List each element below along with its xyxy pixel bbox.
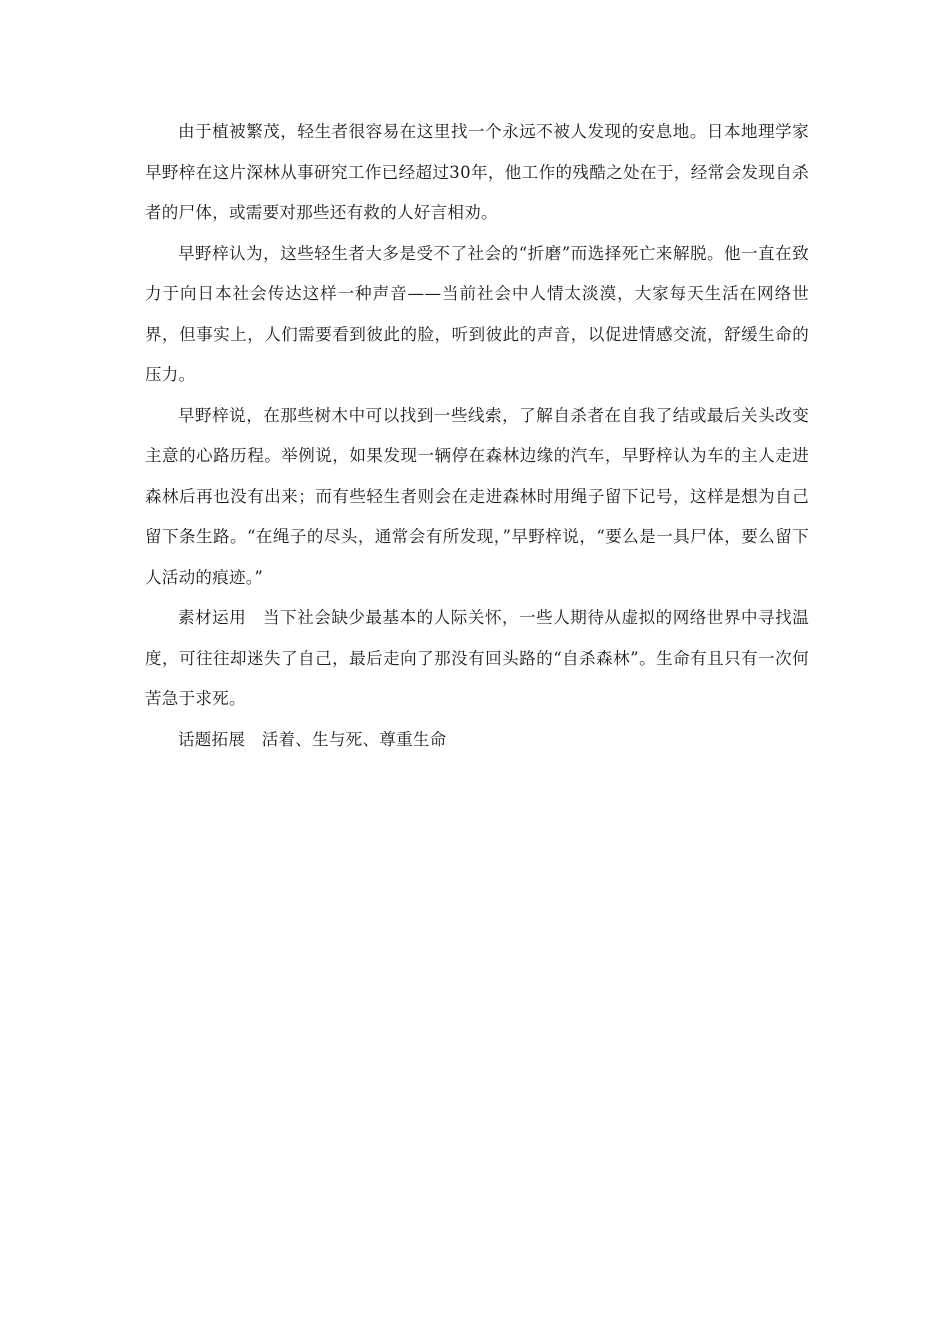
topic-extension-label: 话题拓展 [178, 729, 246, 749]
topic-extension-text: 活着、生与死、尊重生命 [261, 729, 447, 749]
document-body [145, 112, 809, 760]
paragraph-3: 早野梓说，在那些树木中可以找到一些线索，了解自杀者在自我了结或最后关头改变主意的心路历程。举例说，如果发现一辆停在森林边缘的汽车，早野梓认为车的主人走进森林后再也没有出来；而有些轻生者则会在走进森林时用绳子留下记号，这样是想为自己留下条生路。“在绳子的尽头，通常会有所发现，”早野梓说，“要么是一具尸体，要么留下人活动的痕迹。” [145, 405, 809, 587]
paragraph-1: 由于植被繁茂，轻生者很容易在这里找一个永远不被人发现的安息地。日本地理学家早野梓在这片深林从事研究工作已经超过30年，他工作的残酷之处在于，经常会发现自杀者的尸体，或需要对那些还有救的人好言相劝。 [145, 122, 809, 222]
material-use-paragraph [145, 598, 809, 720]
material-use-label: 素材运用 [178, 608, 247, 627]
material-use-text: 当下社会缺少最基本的人际关怀，一些人期待从虚拟的网络世界中寻找温度，可往往却迷失了自己，最后走向了那没有回头路的“自杀森林”。生命有且只有一次何苦急于求死。 [145, 608, 809, 708]
topic-extension-paragraph [145, 720, 809, 761]
paragraph-2: 早野梓认为，这些轻生者大多是受不了社会的“折磨”而选择死亡来解脱。他一直在致力于向日本社会传达这样一种声音——当前社会中人情太淡漠，大家每天生活在网络世界，但事实上，人们需要看到彼此的脸，听到彼此的声音，以促进情感交流，舒缓生命的压力。 [145, 243, 809, 384]
